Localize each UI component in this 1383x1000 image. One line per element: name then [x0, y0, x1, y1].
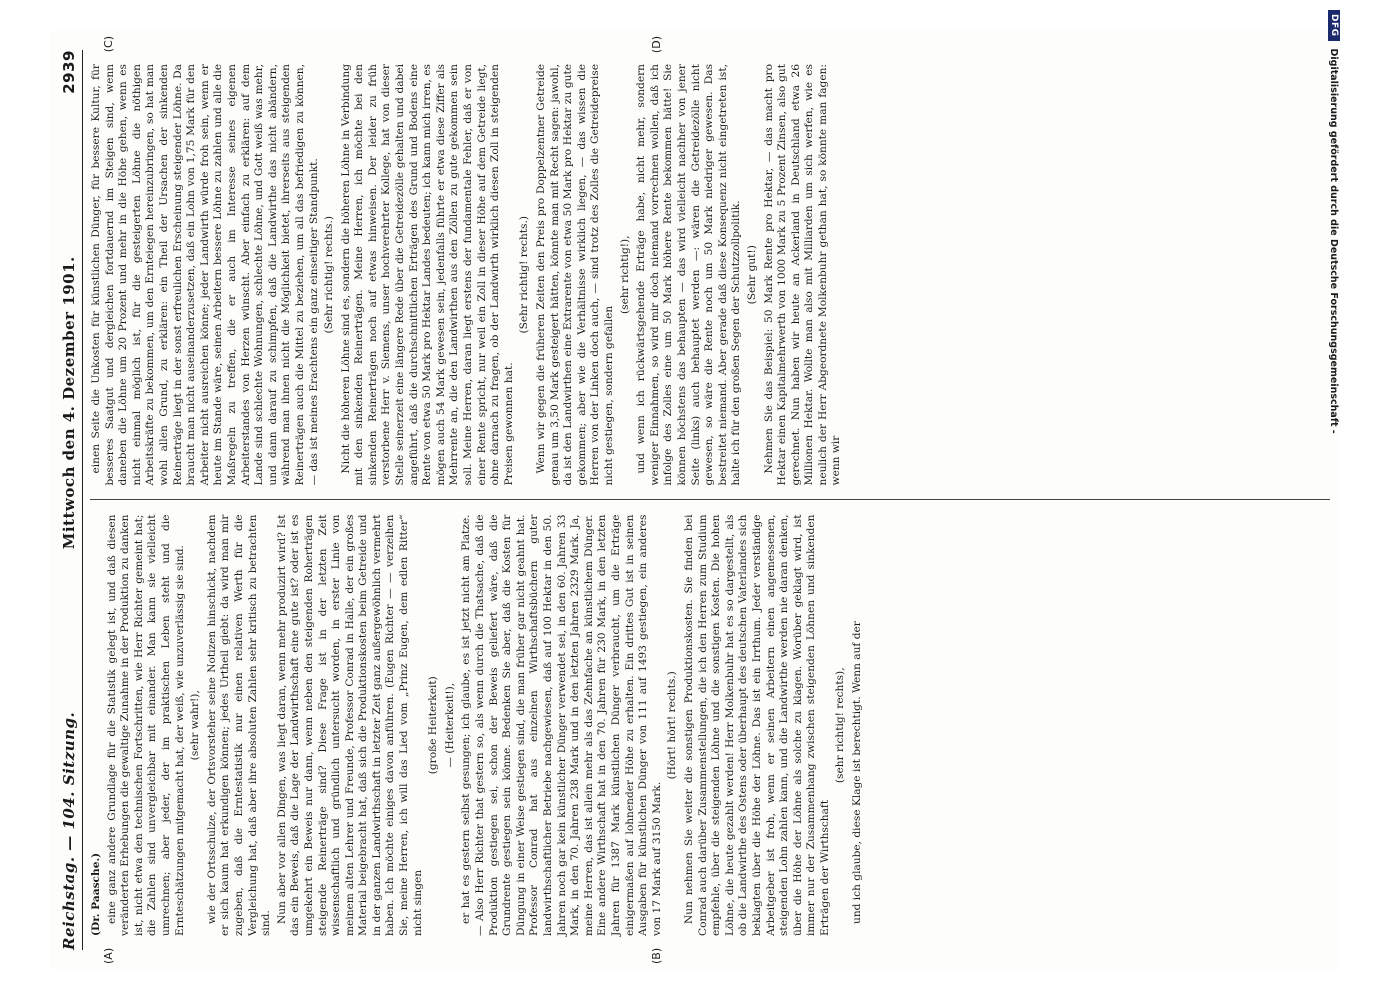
paragraph: Nehmen Sie das Beispiel: 50 Mark Rente pro Hektar, — das macht pro Hektar einen Kapitalmehrwerth von 1000 Mark zu 5 Prozent Zinsen, also gut gerechnet. Nun haben wir heute an Ackerland in Deutschland etwa 26 Millionen Hektar. Wollte man also mit Milliarden um sich werfen, wie es neulich der Herr Abgeordnete Molkenbuhr gethan hat, so könnte man fagen: wenn wir	[762, 64, 843, 486]
paragraph: Nun aber vor allen Dingen, was liegt daran, wenn mehr produzirt wird? Ist das ein Beweis, daß die Lage der Landwirthschaft eine gute ist? oder ist es umgekehrt ein Beweis nur dann, wenn neben den steigenden Roherträgen steigende Reinerträge sind? Diese Frage ist in der letzten Zeit wissenschaftlich und gründlich untersucht worden, in erster Linie von meinem alten Lehrer und Freunde, Professor Conrad in Halle, der ein großes Material beigebracht hat, daß sich die Produktionskosten beim Getreide und in der ganzen Landwirthschaft in letzter Zeit ganz außergewöhnlich vermehrt haben. Ich möchte einiges davon anführen. (Eugen Richter — — verzeihen Sie, meine Herren, ich will das Lied vom „Prinz Eugen, dem edlen Ritter“ nicht singen	[275, 514, 424, 936]
interjection: (sehr richtig!),	[618, 235, 631, 314]
header-date: Mittwoch den 4. Dezember 1901.	[60, 256, 78, 550]
text-columns	[90, 36, 1330, 964]
credit-text: Digitalisierung gefördert durch die Deutsche Forschungsgemeinschaft -	[1328, 48, 1340, 434]
margin-marker-a: (A)	[102, 947, 115, 964]
rotated-page-content	[50, 30, 1340, 970]
digitization-credit	[1328, 10, 1374, 990]
interjection: — (Heiterkeit!),	[443, 682, 456, 768]
scanned-page	[50, 30, 1340, 970]
interjection: (große Heiterkeit)	[427, 676, 440, 775]
column-right	[90, 36, 1330, 501]
header-session: Reichstag. — 104. Sitzung.	[60, 711, 78, 950]
paragraph: und wenn ich rückwärtsgehende Erträge habe, nicht mehr, sondern weniger Einnahmen, so wird mir doch niemand vorrechnen wollen, daß ich infolge des Zolles eine um 50 Mark höhere Rente bekommen hätte! Sie können höchstens das behaupten — das wird vielleicht nachher von jener Seite (links) auch behauptet werden —: wären die Getreidezölle nicht gewesen, so wäre die Rente noch um 50 Mark niedriger gewesen. Das bestreitet niemand. Aber gerade daß diese Konsequenz nicht eingetreten ist, halte ich für den großen Segen der Schutzzollpolitik.	[635, 64, 743, 486]
paragraph: und ich glaube, diese Klage ist berechtigt. Wenn auf der	[851, 621, 864, 924]
speaker-label: (Dr. Paasche.)	[90, 852, 102, 936]
paragraph: Wenn wir gegen die früheren Zeiten den Preis pro Doppelzentner Getreide genau um 3,50 Mark gesteigert hätten, könnte man mit Recht sagen: jawohl, da ist den Landwirthen eine Extrarente von etwa 50 Mark pro Hektar zu gute gekommen; aber wie die Verhältnisse wirklich liegen, — das wissen die Herren von der Linken doch auch, — sind trotz des Zolles die Getreidepreise nicht gestiegen, sondern gefallen	[535, 64, 615, 486]
page-header	[56, 50, 83, 950]
interjection: (Sehr richtig! rechts.)	[518, 216, 531, 334]
margin-marker-c: (C)	[102, 36, 115, 53]
dfg-logo: DFG	[1328, 10, 1340, 41]
page-number: 2939	[60, 50, 78, 94]
paragraph: eine ganz andere Grundlage für die Statistik gelegt ist, und daß diesen veränderten Erhebungen die gewaltige Zunahme in der Produktion zu danken ist, nicht etwa den technischen Fortschritten, wie Herr Richter gemeint hat; die Zahlen sind unvergleichbar mit einander. Man kann sie vielleicht umrechnen; aber jeder, der im praktischen Leben steht und die Ernteschätzungen mitgemacht hat, der weiß, wie unzuverlässig sie sind.	[105, 514, 186, 936]
interjection: (Sehr gut!)	[745, 245, 758, 305]
interjection: (Sehr richtig! rechts.)	[323, 216, 336, 334]
margin-marker-b: (B)	[650, 947, 663, 964]
interjection: (Hört! hört! rechts.)	[666, 671, 679, 780]
interjection: (sehr richtig! rechts),	[834, 667, 847, 784]
interjection: (sehr wahr!),	[189, 690, 202, 761]
paragraph: Nun nehmen Sie weiter die sonstigen Produktionskosten. Sie finden bei Conrad auch darüber Zusammenstellungen, die ich den Herren zum Studium empfehle, über die steigenden Löhne und die sonstigen Kosten. Die hohen Löhne, die heute gezahlt werden! Herr Molkenbuhr hat es so dargestellt, als ob die Landwirthe des Ostens oder überhaupt des deutschen Vaterlandes sich beklagten über die Höhe der Löhne. Das ist ein Irrthum. Jeder verständige Arbeitgeber ist froh, wenn er seinen Arbeitern einen angemessenen, steigenden Lohn zahlen kann, und die Landwirthe werden nie daran denken, über die Höhe der Löhne als solche zu klagen. Worüber geklagt wird, ist immer nur der Zusammenhang zwischen steigenden Löhnen und sinkenden Erträgen der Wirthschaft	[682, 514, 831, 936]
paragraph: einen Seite die Unkosten für künstlichen Dünger, für bessere Kultur, für besseres Saatgut und dergleichen fortdauernd im Steigen sind, wenn daneben die Löhne um 20 Prozent und mehr in die Höhe gehen, wenn es nicht einmal möglich ist, für die gesteigerten Löhne die nöthigen Arbeitskräfte zu bekommen, um den Ernteiegen hereinzubringen, so hat man wohl allen Grund, zu erklären: ein Theil der Ursachen der sinkenden Reinerträge liegt in der sonst erfreulichen Erscheinung steigender Löhne. Da braucht man nicht auseinanderzusetzen, daß ein Lohn von 1,75 Mark für den Arbeiter nicht ausreichen könne; jeder Landwirth würde froh sein, wenn er heute im Stande wäre, seinen Arbeitern bessere Löhne zu zahlen und alle die Maßregeln zu treffen, die er auch im Interesse seines eigenen Arbeiterstandes von Herzen wünscht. Aber einfach zu erklären: auf dem Lande sind schlechte Wohnungen, schlechte Löhne, und Gott weiß was mehr, und dann darauf zu schimpfen, daß die Landwirthe das nicht abändern, während man ihnen nicht die Möglichkeit bietet, ihrerseits aus steigenden Reinerträgen auch die Mittel zu beziehen, um all das befriedigen zu können, — das ist meines Erachtens ein ganz einseitiger Standpunkt.	[90, 64, 320, 486]
margin-marker-d: (D)	[650, 36, 663, 54]
paragraph: Nicht die höheren Löhne sind es, sondern die höheren Löhne in Verbindung mit den sinkenden Reinerträgen. Meine Herren, ich möchte bei den sinkenden Reinerträgen noch auf etwas hinweisen. Der leider zu früh verstorbene Herr v. Siemens, unser hochverehrter Kollege, hat von dieser Stelle seinerzeit eine längere Rede über die Getreidezölle gehalten und dabei angeführt, daß die durchschnittlichen Erträgen des Grund und Bodens eine Rente von etwa 50 Mark pro Hektar Landes bedeuten; ich kann mich irren, es mögen auch 54 Mark gewesen sein, jedenfalls führte er etwa diese Ziffer als Mehrrente an, die den Landwirthen aus den Zöllen zu gute gekommen sein soll. Meine Herren, daran liegt erstens der fundamentale Fehler, daß er von einer Rente spricht, nur weil ein Zoll in dieser Höhe auf dem Getreide liegt, ohne darnach zu fragen, ob der Landwirth wirklich diesen Zoll in steigenden Preisen gewonnen hat.	[339, 64, 515, 486]
paragraph: er hat es gestern selbst gesungen; ich glaube, es ist jetzt nicht am Platze. — Also Herr Richter that gestern so, als wenn durch die Thatsache, daß die Produktion gestiegen sei, schon der Beweis geliefert wäre, daß die Grundrente gestiegen sein könne. Bedenken Sie aber, daß die Kosten für Düngung in einer Weise gestiegen sind, die man früher gar nicht geahnt hat. Professor Conrad hat aus einzelnen Wirthschaftsbüchern guter landwirthschaftlicher Betriebe nachgewiesen, daß auf 100 Hektar in den 50. Jahren noch gar kein künstlicher Dünger verwendet sei, in den 60. Jahren 33 Mark, in den 70. Jahren 238 Mark und in den letzten Jahren 2329 Mark. Ja, meine Herren, das ist allein mehr als das Zehnfache an künstlichem Dünger. Eine andere Wirthschaft hat in den 70. Jahren für 230 Mark, in den letzten Jahren für 1387 Mark künstlichen Dünger verbraucht, um die Erträge einigermaßen auf lohnender Höhe zu erhalten. Ein drittes Gut ist in seinen Ausgaben für künstlichen Dünger von 111 auf 1493 gestiegen, ein anderes von 17 Mark auf 3150 Mark.	[460, 514, 663, 936]
column-left	[90, 501, 1330, 964]
paragraph: wie der Ortsschulze, der Ortsvorsteher seine Notizen hinschickt, nachdem er sich kaum hat erkundigen können; jedes Urtheil giebt: da wird man mir zugeben, daß die Erntestatistik nur einen relativen Werth für die Vergleichung hat, daß aber ihre absoluten Zahlen sehr kritisch zu betrachten sind.	[205, 514, 273, 936]
